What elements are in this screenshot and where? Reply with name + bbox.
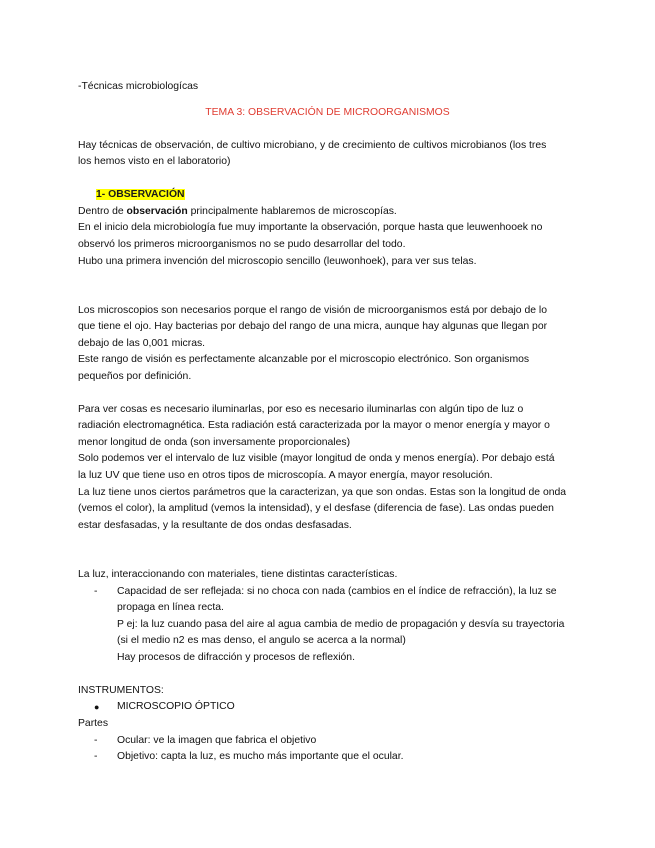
list-item: Ocular: ve la imagen que fabrica el objetivo [117,735,317,746]
list-item-line: Capacidad de ser reflejada: si no choca con nada (cambios en el índice de refracción), la luz se [117,586,557,597]
section-heading-text: 1- OBSERVACIÓN [96,189,185,200]
paragraph-line: Este rango de visión es perfectamente alcanzable por el microscopio electrónico. Son organismos [78,354,530,365]
document-title: TEMA 3: OBSERVACIÓN DE MICROORGANISMOS [205,107,450,118]
paragraph-line: Los microscopios son necesarios porque el rango de visión de microorganismos está por debajo de lo [78,305,547,316]
paragraph-line: debajo de las 0,001 micras. [78,338,206,349]
bold-term: observación [126,206,188,217]
section1-line [78,204,397,220]
paragraph-line: que tiene el ojo. Hay bacterias por debajo del rango de una micra, aunque hay algunas que llegan por [78,321,548,332]
section-heading [96,187,185,203]
intro-line: los hemos visto en el laboratorio) [78,156,231,167]
section1-line: Hubo una primera invención del microscopio sencillo (leuwonhoek), para ver sus telas. [78,256,477,267]
dash-marker: - [94,735,98,746]
list-item-line: P ej: la luz cuando pasa del aire al agua cambia de medio de propagación y desvía su trayectoria [117,619,565,630]
paragraph-line: radiación electromagnética. Esta radiación está caracterizada por la mayor o menor energía y mayor o [78,420,550,431]
paragraph-line: La luz tiene unos ciertos parámetros que la caracterizan, ya que son ondas. Estas son la longitud de onda [78,487,567,498]
list-item-line: Hay procesos de difracción y procesos de reflexión. [117,652,355,663]
section-heading: INSTRUMENTOS: [78,685,164,696]
paragraph-line: la luz UV que tiene uso en otros tipos de microscopía. A mayor energía, mayor resolución. [78,470,493,481]
paragraph-line: (vemos el color), la amplitud (vemos la intensidad), y el desfase (diferencia de fase). Las ondas pueden [78,503,554,514]
paragraph-line: pequeños por definición. [78,371,192,382]
section1-line: observó los primeros microorganismos no se pudo desarrollar del todo. [78,239,406,250]
paragraph-line: Para ver cosas es necesario iluminarlas, por eso es necesario iluminarlas con algún tipo de luz o [78,404,524,415]
section1-line: En el inicio dela microbiología fue muy importante la observación, porque hasta que leuwenhooek no [78,222,543,233]
list-item-line: propaga en línea recta. [117,602,224,613]
document-header: -Técnicas microbiologícas [78,81,199,92]
bullet-item: MICROSCOPIO ÓPTICO [117,701,235,712]
list-item: Objetivo: capta la luz, es mucho más importante que el ocular. [117,751,404,762]
paragraph-line: estar desfasadas, y la resultante de dos ondas desfasadas. [78,520,352,531]
paragraph-line: La luz, interaccionando con materiales, tiene distintas características. [78,569,398,580]
paragraph-line: menor longitud de onda (son inversamente proporcionales) [78,437,351,448]
text-run: principalmente hablaremos de microscopías. [187,206,397,217]
text-run: Dentro de [78,206,127,217]
dash-marker: - [94,751,98,762]
partes-label: Partes [78,718,109,729]
intro-line: Hay técnicas de observación, de cultivo microbiano, y de crecimiento de cultivos microbianos (los tres [78,140,547,151]
list-item-line: (si el medio n2 es mas denso, el angulo se acerca a la normal) [117,635,406,646]
dash-marker: - [94,586,98,597]
paragraph-line: Solo podemos ver el intervalo de luz visible (mayor longitud de onda y menos energía). Por debajo está [78,453,555,464]
bullet-icon: ● [94,702,100,712]
